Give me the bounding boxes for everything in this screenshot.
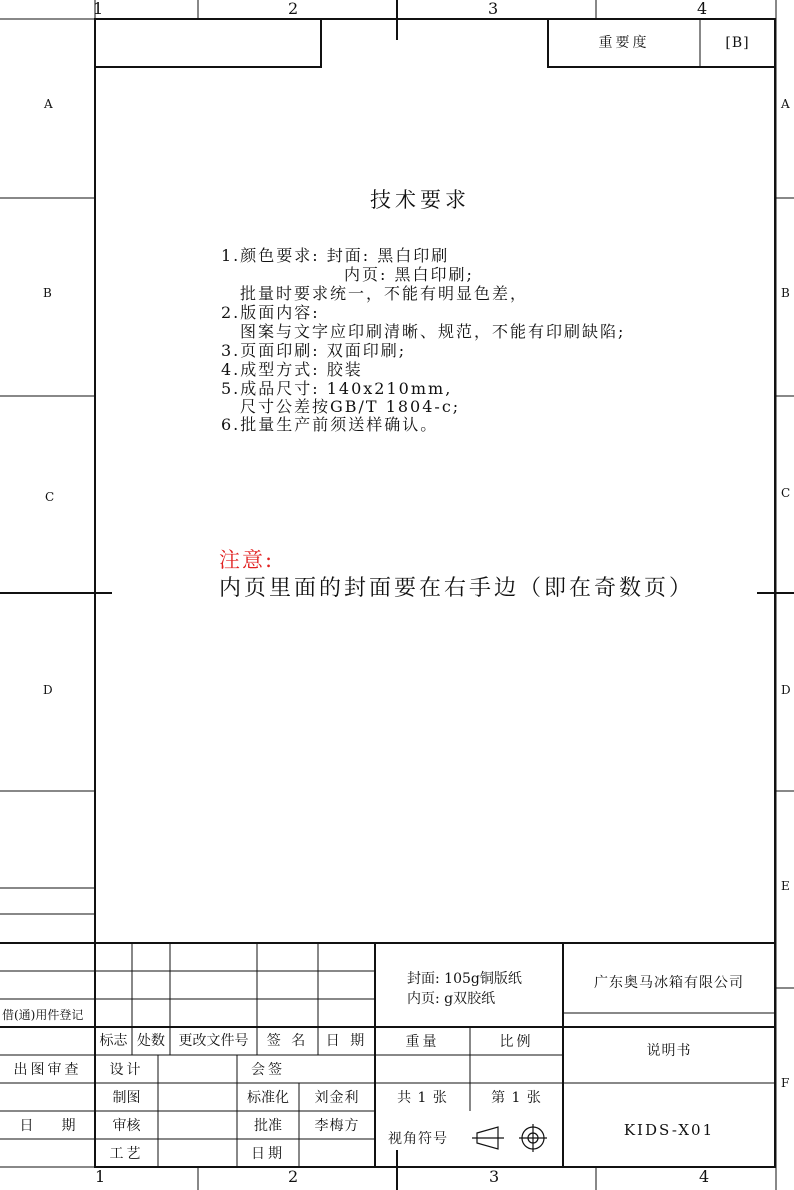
approve-name: 李梅方 [314, 1118, 360, 1134]
date-label: 日期 [251, 1146, 285, 1162]
zone-right-e: E [781, 879, 790, 893]
rev-header-count: 处数 [137, 1033, 165, 1049]
zone-right-f: F [781, 1076, 790, 1090]
requirement-line: 尺寸公差按GB/T 1804-c; [240, 397, 461, 416]
importance-value: [B] [725, 35, 750, 51]
zone-left-b: B [43, 286, 52, 300]
zone-bottom-1: 1 [95, 1167, 106, 1186]
weight-label: 重量 [405, 1034, 440, 1050]
drafting-label: 制图 [112, 1090, 141, 1106]
zone-right-b: B [781, 286, 790, 300]
sheet-number: 第 1 张 [491, 1090, 542, 1106]
approve-label: 批准 [254, 1118, 282, 1134]
drawing-number: KIDS-X01 [623, 1121, 715, 1139]
requirement-line: 6.批量生产前须送样确认。 [221, 415, 439, 434]
company-name: 广东奥马冰箱有限公司 [594, 975, 744, 991]
process-label: 工艺 [109, 1146, 144, 1162]
view-angle-symbols [472, 1124, 547, 1152]
standardization-name: 刘金利 [314, 1090, 360, 1106]
requirement-line: 5.成品尺寸: 140x210mm, [221, 379, 453, 398]
review-label: 出图审查 [13, 1062, 82, 1078]
zone-bottom-4: 4 [699, 1167, 710, 1186]
zone-left-a: A [44, 97, 53, 111]
rev-header-sign: 签 名 [266, 1033, 309, 1049]
zone-right-a: A [781, 97, 790, 111]
zone-top-3: 3 [488, 0, 499, 18]
material-cover: 封面: 105g铜版纸 [407, 971, 522, 987]
rev-header-mark: 标志 [99, 1033, 128, 1049]
zone-left-c: C [45, 490, 55, 504]
importance-label: 重要度 [598, 35, 650, 51]
design-label: 设计 [109, 1062, 144, 1078]
material-inner: 内页: g双胶纸 [407, 991, 496, 1007]
zone-top-4: 4 [697, 0, 708, 18]
rev-header-date: 日 期 [325, 1033, 368, 1049]
rev-header-doc: 更改文件号 [178, 1033, 249, 1049]
requirement-line: 图案与文字应印刷清晰、规范，不能有印刷缺陷; [240, 322, 626, 341]
sheets-total: 共 1 张 [397, 1090, 448, 1106]
zone-top-1: 1 [93, 0, 104, 18]
zone-left-d: D [43, 683, 53, 697]
zone-bottom-3: 3 [489, 1167, 500, 1186]
zone-bottom-2: 2 [288, 1167, 299, 1186]
requirement-line: 3.页面印刷: 双面印刷; [221, 341, 407, 360]
register-label: 借(通)用件登记 [2, 1008, 84, 1022]
scale-label: 比例 [499, 1034, 534, 1050]
zone-right-c: C [781, 486, 791, 500]
standardization-label: 标准化 [247, 1090, 289, 1106]
date-side-label: 日 期 [19, 1118, 76, 1134]
zone-right-d: D [781, 683, 791, 697]
document-name: 说明书 [646, 1043, 692, 1059]
view-symbol-label: 视角符号 [388, 1131, 448, 1147]
zone-top-2: 2 [288, 0, 299, 18]
audit-label: 审核 [112, 1118, 141, 1134]
note-body: 内页里面的封面要在右手边（即在奇数页） [219, 576, 695, 601]
requirement-line: 4.成型方式: 胶装 [221, 360, 363, 379]
note-heading: 注意: [219, 548, 275, 572]
requirement-line: 1.颜色要求: 封面: 黑白印刷 [221, 246, 450, 265]
requirements-title: 技术要求 [370, 188, 470, 212]
requirement-line: 批量时要求统一，不能有明显色差， [240, 284, 529, 303]
countersign-label: 会签 [251, 1062, 285, 1078]
requirement-line: 2.版面内容: [221, 303, 320, 322]
requirement-line: 内页: 黑白印刷; [344, 265, 474, 284]
